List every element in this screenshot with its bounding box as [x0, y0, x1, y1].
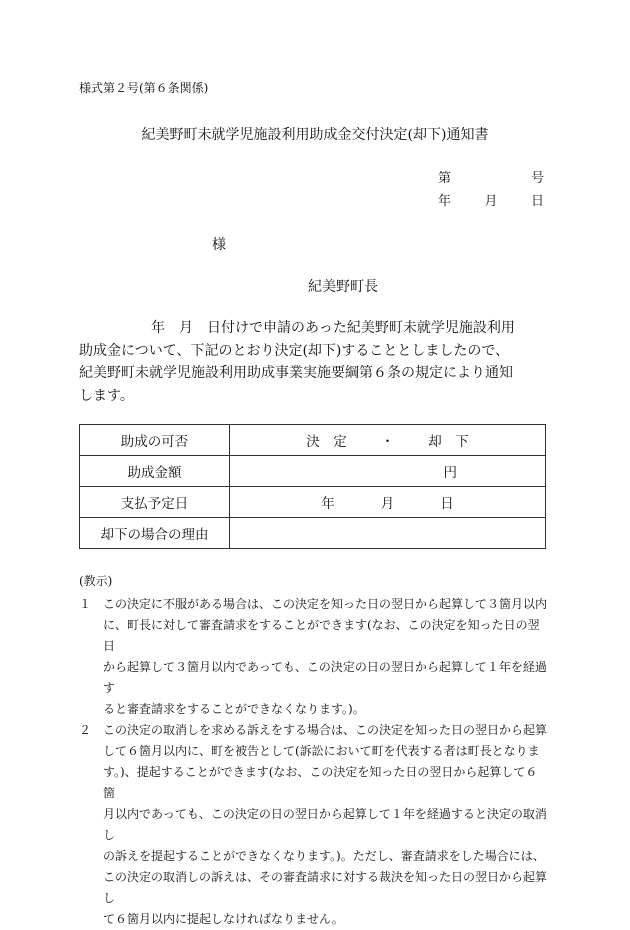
rejection-reason-label: 却下の場合の理由 [80, 518, 230, 549]
note-line: ると審査請求をすることができなくなります。)。 [103, 702, 365, 716]
decide-option: 決 定 [306, 434, 347, 450]
table-row [80, 518, 546, 549]
note-item [79, 720, 547, 930]
payment-date-cell [230, 487, 546, 518]
note-line: す。)、提起することができます(なお、この決定を知った日の翌日から起算して６箇 [103, 765, 538, 800]
note-line: の訴えを提起することができなくなります。)。ただし、審査請求をした場合には、 [103, 849, 545, 863]
yen-unit: 円 [443, 465, 457, 481]
document-title: 紀美野町未就学児施設利用助成金交付決定(却下)通知書 [141, 127, 489, 143]
pay-day: 日 [440, 496, 454, 512]
addressee: 様 [212, 237, 226, 253]
body-line: 年 月 日付けで申請のあった紀美野町未就学児施設利用 [151, 320, 515, 336]
body-line: します。 [79, 387, 134, 404]
issue-date [438, 190, 544, 209]
separator-dot: ・ [380, 434, 395, 450]
amount-label: 助成金額 [80, 456, 230, 487]
note-line: から起算して３箇月以内であっても、この決定の日の翌日から起算して１年を経過す [103, 660, 547, 695]
note-number: １ [79, 597, 92, 611]
table-row [80, 456, 546, 487]
issuer: 紀美野町長 [308, 279, 378, 295]
note-line: して６箇月以内に、町を被告として(訴訟において町を代表する者は町長となりま [103, 744, 540, 758]
date-year: 年 [438, 194, 452, 209]
number-prefix: 第 [438, 171, 452, 186]
note-line: この決定に不服がある場合は、この決定を知った日の翌日から起算して３箇月以内 [103, 597, 548, 611]
decision-label: 助成の可否 [80, 425, 230, 456]
decision-cell [230, 425, 546, 456]
note-line: この決定の取消しの訴えは、その審査請求に対する裁決を知った日の翌日から起算し [103, 870, 548, 905]
document-number [438, 167, 544, 186]
note-line: この決定の取消しを求める訴えをする場合は、この決定を知った日の翌日から起算 [103, 723, 548, 737]
pay-year: 年 [321, 496, 335, 512]
notes-heading: (教示) [79, 574, 113, 588]
form-number: 様式第２号(第６条関係) [79, 81, 209, 95]
body-text [79, 317, 547, 407]
date-day: 日 [530, 194, 544, 209]
note-line: 月以内であっても、この決定の日の翌日から起算して１年を経過すると決定の取消し [103, 807, 547, 842]
pay-month: 月 [380, 496, 395, 512]
note-line: に、町長に対して審査請求をすることができます(なお、この決定を知った日の翌日 [103, 618, 540, 653]
rejection-reason-cell [230, 518, 546, 549]
payment-date-label: 支払予定日 [80, 487, 230, 518]
table-row [80, 425, 546, 456]
note-line: て６箇月以内に提起しなければなりません。 [103, 912, 344, 926]
date-month: 月 [484, 194, 498, 209]
note-number: ２ [79, 723, 92, 737]
table-row [80, 487, 546, 518]
number-suffix: 号 [530, 171, 544, 186]
body-line: 紀美野町未就学児施設利用助成事業実施要綱第６条の規定により通知 [79, 365, 513, 381]
notes-list [79, 594, 547, 930]
amount-cell [230, 456, 546, 487]
note-item [79, 594, 547, 720]
decision-table [79, 424, 546, 549]
reject-option: 却 下 [428, 434, 469, 450]
body-line: 助成金について、下記のとおり決定(却下)することとしましたので、 [79, 342, 510, 359]
